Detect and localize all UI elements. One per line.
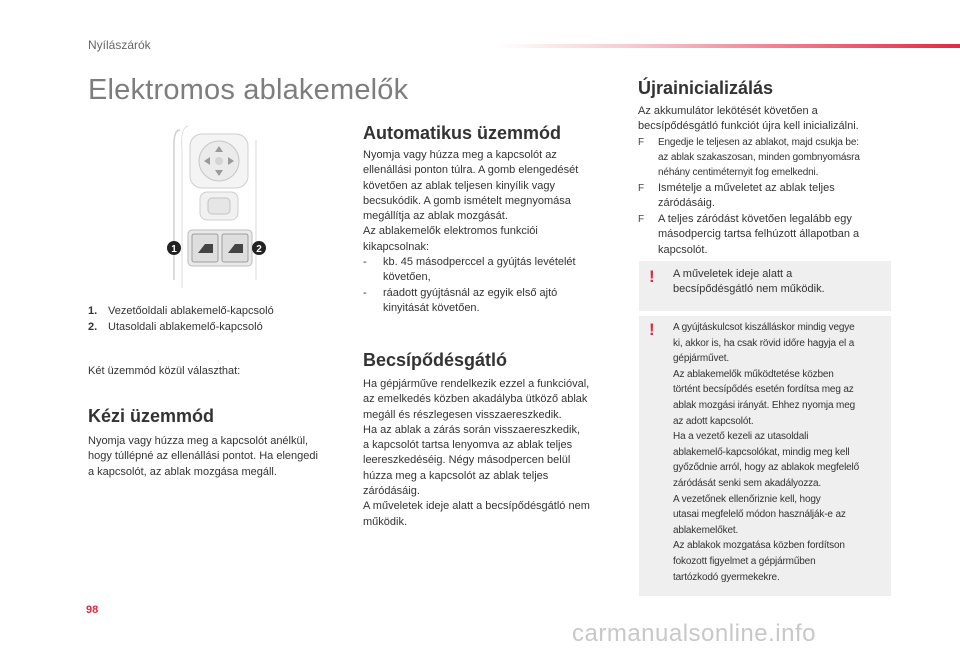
caption-text: Utasoldali ablakemelő-kapcsoló: [108, 321, 263, 333]
reinit-step: [638, 212, 900, 258]
text-line: az adott kapcsolót.: [673, 415, 754, 427]
caption-item: [88, 319, 348, 335]
dash-marker: -: [363, 256, 367, 269]
text-line: néhány centiméternyit fog emelkedni.: [658, 166, 819, 178]
text-line: záródását senki sem akadályozza.: [673, 477, 822, 489]
text-line: Az ablakemelők működtetése közben: [673, 368, 834, 380]
door-panel-drawing: [160, 120, 272, 290]
text-line: ki, akkor is, ha csak rövid időre hagyja el a: [673, 337, 855, 349]
header-accent-bar: [495, 44, 960, 48]
text-line: Nyomja vagy húzza meg a kapcsolót anélkül,: [88, 435, 309, 447]
text-line: záródásáig.: [363, 485, 420, 498]
dash-marker: -: [363, 286, 367, 299]
window-switch-illustration: [160, 120, 272, 290]
text-line: megállítja az ablak mozgását.: [363, 210, 508, 223]
text-line: követően az ablak teljesen kinyílik vagy: [363, 179, 555, 192]
antipinch-text: [363, 377, 623, 530]
text-line: A műveletek ideje alatt a: [673, 268, 793, 280]
text-line: ellenállási ponton túlra. A gomb elengedését: [363, 164, 579, 177]
reinit-step: [638, 135, 900, 180]
text-line: húzza meg a kapcsolót az ablak teljes: [363, 469, 549, 482]
text-line: győződnie arról, hogy az ablakok megfelelő: [673, 462, 860, 474]
text-line: a kapcsolót, az ablak mozgása megáll.: [88, 465, 277, 478]
text-line: Ha gépjárműve rendelkezik ezzel a funkcióval,: [363, 378, 590, 390]
arrow-icon: F: [638, 214, 645, 226]
reinit-text: [638, 104, 900, 259]
text-line: A gyújtáskulcsot kiszálláskor mindig vegye: [673, 322, 855, 333]
text-line: ablakemelő-kapcsolókat, mindig meg kell: [673, 446, 850, 458]
reinit-step: [638, 181, 900, 212]
figure-caption: [88, 303, 348, 335]
warning-icon: !: [649, 320, 655, 339]
manual-mode-heading: Kézi üzemmód: [88, 406, 215, 426]
text-line: utasai megfelelő módon használják-e az: [673, 509, 846, 521]
text-line: a kapcsolót tartsa lenyomva az ablak teljes: [363, 439, 573, 452]
text-line: záródásáig.: [658, 196, 715, 209]
text-line: leereszkedéséig. Négy másodpercen belül: [363, 454, 571, 467]
text-line: gépjárművet.: [673, 353, 730, 365]
text-line: A teljes záródást követően legalább egy: [658, 213, 852, 226]
text-line: működik.: [363, 515, 408, 528]
warning-icon: !: [649, 267, 655, 286]
page-number: 98: [86, 604, 99, 616]
text-line: Nyomja vagy húzza meg a kapcsolót az: [363, 149, 557, 161]
safety-warning-box: [639, 316, 891, 596]
text-line: tartózkodó gyermekekre.: [673, 571, 780, 583]
text-line: A műveletek ideje alatt a becsípődésgátló nem: [363, 500, 590, 513]
text-line: Ha az ablak a zárás során visszaereszkedik,: [363, 423, 581, 436]
text-line: Az ablakok mozgatása közben fordítson: [673, 540, 845, 552]
caption-number: 2.: [88, 321, 98, 333]
text-line: kapcsolót.: [658, 243, 708, 256]
caption-item: [88, 303, 348, 319]
watermark: carmanualsonline.info: [572, 620, 816, 647]
auto-mode-heading: Automatikus üzemmód: [363, 123, 562, 143]
text-line: Ismételje a műveletet az ablak teljes: [658, 181, 835, 194]
text-line: másodpercig tartsa felhúzott állapotban a: [658, 228, 860, 241]
warning-text: [673, 320, 859, 585]
text-line: Az ablakemelők elektromos funkciói: [363, 225, 538, 238]
manual-mode-text: [88, 434, 353, 480]
dash-item: [363, 286, 623, 317]
text-line: megáll és részlegesen visszaereszkedik.: [363, 408, 562, 421]
text-line: A vezetőnek ellenőriznie kell, hogy: [673, 493, 821, 505]
reinit-steps: [638, 135, 900, 258]
caption-text: Vezetőoldali ablakemelő-kapcsoló: [108, 305, 274, 317]
text-line: ablak mozgási irányát. Ehhez nyomja meg: [673, 399, 856, 411]
warning-text: [673, 267, 825, 297]
text-line: Engedje le teljesen az ablakot, majd csukja be:: [658, 136, 859, 148]
caption-number: 1.: [88, 305, 98, 317]
text-line: becsípődésgátló funkciót újra kell inicializálni.: [638, 120, 859, 133]
antipinch-heading: Becsípődésgátló: [363, 350, 508, 370]
text-line: ablakemelőket.: [673, 524, 739, 536]
text-line: az ablak szakaszosan, minden gombnyomásra: [658, 151, 860, 163]
text-line: fokozott figyelmet a gépjárműben: [673, 555, 816, 567]
badge-2: 2: [256, 244, 262, 255]
badge-1: 1: [171, 244, 177, 255]
text-line: becsukódik. A gomb ismételt megnyomása: [363, 194, 571, 207]
section-label: Nyílászárók: [88, 38, 151, 52]
text-line: kikapcsolnak:: [363, 240, 430, 253]
text-line: ráadott gyújtásnál az egyik első ajtó: [383, 286, 558, 299]
text-line: becsípődésgátló nem működik.: [673, 283, 825, 295]
text-line: kinyitását követően.: [383, 301, 480, 314]
dash-item: [363, 255, 623, 286]
text-line: követően,: [383, 271, 431, 284]
arrow-icon: F: [638, 182, 645, 194]
text-line: Ha a vezető kezeli az utasoldali: [673, 431, 809, 443]
warning-box: [639, 261, 891, 311]
text-line: az emelkedés közben akadályba ütköző ablak: [363, 393, 588, 406]
arrow-icon: F: [638, 136, 645, 148]
auto-mode-text: [363, 148, 623, 316]
text-line: Az akkumulátor lekötését követően a: [638, 105, 818, 117]
page-title: Elektromos ablakemelők: [88, 74, 409, 106]
reinit-heading: Újrainicializálás: [638, 78, 774, 98]
text-line: történt becsípődés esetén fordítsa meg az: [673, 384, 854, 396]
text-line: hogy túllépné az ellenállási pontot. Ha elengedi: [88, 450, 318, 463]
modes-intro: Két üzemmód közül választhat:: [88, 365, 241, 377]
text-line: kb. 45 másodperccel a gyújtás levételét: [383, 256, 576, 269]
